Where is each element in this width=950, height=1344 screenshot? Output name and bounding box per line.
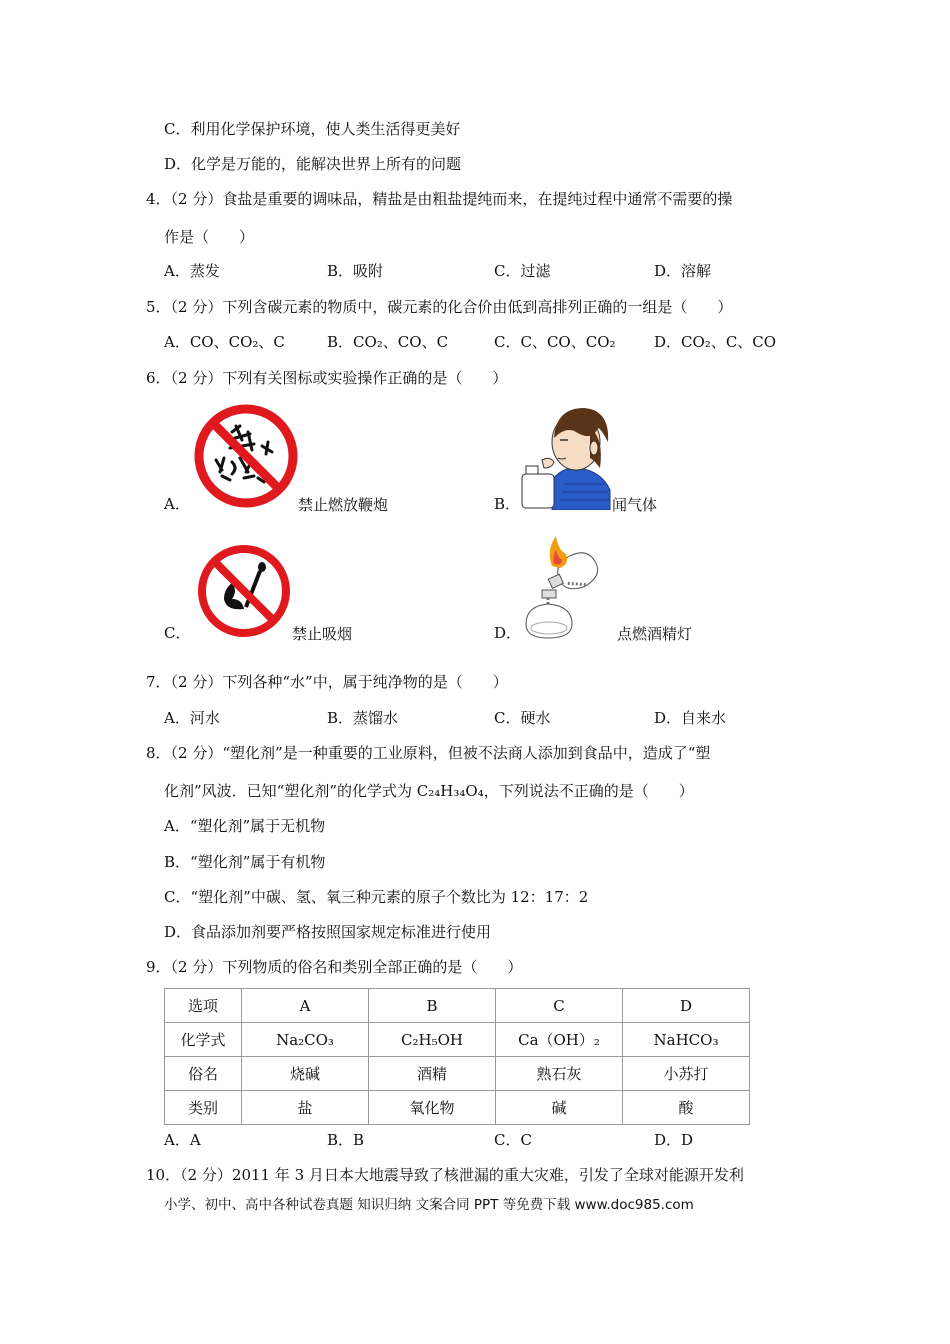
q9-option-d: D．D [654,1131,694,1149]
lighting-alcohol-lamp-illustration-icon [518,532,618,642]
q7-option-c: C．硬水 [494,709,551,727]
q4-option-c: C．过滤 [494,262,551,280]
table-cell: 俗名 [165,1057,242,1091]
q4-option-b: B．吸附 [327,262,384,280]
table-cell: C [496,989,623,1023]
q9-option-c: C．C [494,1131,532,1149]
q9-option-a: A．A [164,1131,201,1149]
table-row [165,1057,750,1091]
table-cell: 碱 [496,1091,623,1125]
q8-option-a: A．“塑化剂”属于无机物 [164,817,326,835]
table-cell: D [623,989,750,1023]
page-footer: 小学、初中、高中各种试卷真题 知识归纳 文案合同 PPT 等免费下载 www.doc985.com [164,1197,694,1213]
q3-option-d: D．化学是万能的，能解决世界上所有的问题 [164,155,462,173]
q4-option-a: A．蒸发 [164,262,220,280]
q7-option-b: B．蒸馏水 [327,709,399,727]
table-cell: B [369,989,496,1023]
table-cell: 类别 [165,1091,242,1125]
table-cell: 酸 [623,1091,750,1125]
q10-stem-line1: 10．（2 分）2011 年 3 月日本大地震导致了核泄漏的重大灾难，引发了全球对能源开发利 [146,1166,744,1184]
q6-stem: 6．（2 分）下列有关图标或实验操作正确的是（ ） [146,369,508,387]
q8-option-b: B．“塑化剂”属于有机物 [164,853,326,871]
table-row [165,989,750,1023]
table-cell: 烧碱 [242,1057,369,1091]
table-cell: 化学式 [165,1023,242,1057]
table-row [165,1023,750,1057]
q6-option-b-label: B． [494,495,521,513]
q6-option-d-label: D． [494,624,522,642]
q4-option-d: D．溶解 [654,262,712,280]
q5-option-a: A．CO、CO₂、C [164,333,285,351]
q5-option-c: C．C、CO、CO₂ [494,333,616,351]
q6-option-d-caption: 点燃酒精灯 [617,625,693,643]
q6-option-a-label: A． [164,495,190,513]
table-cell: 选项 [165,989,242,1023]
q6-option-c-label: C． [164,624,191,642]
q4-stem-line2: 作是（ ） [164,228,255,246]
q6-option-c-caption: 禁止吸烟 [292,625,353,643]
table-cell: A [242,989,369,1023]
q3-option-c: C．利用化学保护环境，使人类生活得更美好 [164,120,461,138]
smelling-gas-illustration-icon [520,398,615,510]
q9-option-b: B．B [327,1131,365,1149]
no-smoking-sign-icon [196,543,292,639]
q7-option-d: D．自来水 [654,709,727,727]
q9-table [164,988,750,1125]
table-cell: Ca（OH）₂ [496,1023,623,1057]
q6-option-b-caption: 闻气体 [612,496,658,514]
q5-stem: 5．（2 分）下列含碳元素的物质中，碳元素的化合价由低到高排列正确的一组是（ ） [146,298,733,316]
table-cell: C₂H₅OH [369,1023,496,1057]
table-cell: 氧化物 [369,1091,496,1125]
table-cell: 酒精 [369,1057,496,1091]
table-row [165,1091,750,1125]
table-cell: 盐 [242,1091,369,1125]
q9-stem: 9．（2 分）下列物质的俗名和类别全部正确的是（ ） [146,958,523,976]
q4-stem-line1: 4．（2 分）食盐是重要的调味品，精盐是由粗盐提纯而来，在提纯过程中通常不需要的操 [146,190,733,208]
no-firecrackers-sign-icon [192,402,300,510]
table-cell: NaHCO₃ [623,1023,750,1057]
q7-option-a: A．河水 [164,709,220,727]
table-cell: Na₂CO₃ [242,1023,369,1057]
q5-option-b: B．CO₂、CO、C [327,333,449,351]
q5-option-d: D．CO₂、C、CO [654,333,777,351]
table-cell: 熟石灰 [496,1057,623,1091]
q8-stem-line1: 8．（2 分）“塑化剂”是一种重要的工业原料，但被不法商人添加到食品中，造成了“塑 [146,744,711,762]
table-cell: 小苏打 [623,1057,750,1091]
q8-stem-line2: 化剂”风波．已知“塑化剂”的化学式为 C₂₄H₃₄O₄，下列说法不正确的是（ ） [164,782,694,800]
q8-option-d: D．食品添加剂要严格按照国家规定标准进行使用 [164,923,492,941]
q6-option-a-caption: 禁止燃放鞭炮 [298,496,389,514]
q8-option-c: C．“塑化剂”中碳、氢、氧三种元素的原子个数比为 12：17：2 [164,888,589,906]
q7-stem: 7．（2 分）下列各种“水”中，属于纯净物的是（ ） [146,673,508,691]
